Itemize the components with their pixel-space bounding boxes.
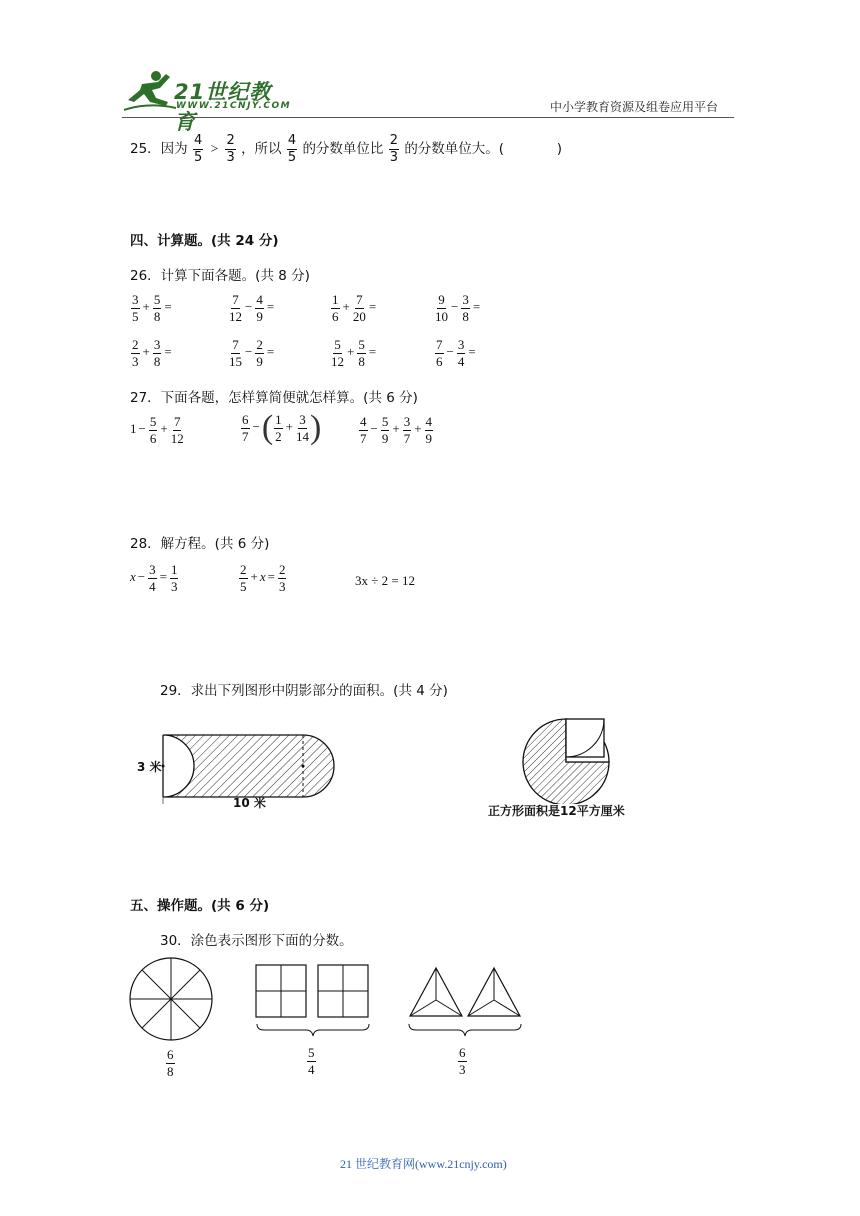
- fig2-caption: 正方形面积是12平方厘米: [488, 804, 625, 818]
- q25-text: 的分数单位比: [302, 141, 384, 158]
- header-rule: [122, 117, 734, 118]
- q25-close-paren: ): [556, 141, 562, 158]
- question-27-title: 27．下面各题，怎样算简便就怎样算。(共 6 分): [130, 390, 418, 406]
- section-4-title: 四、计算题。(共 24 分): [130, 233, 279, 249]
- q26-exercise: $\frac{7}{15}$ − $\frac{2}{9}$ =: [229, 337, 275, 369]
- q26-exercise: $\frac{3}{5}$ + $\frac{5}{8}$ =: [132, 292, 172, 324]
- q28-equation-3: 3x ÷ 2 = 12: [355, 573, 415, 588]
- q26-exercise: $\frac{1}{6}$ + $\frac{7}{20}$ =: [332, 292, 377, 324]
- fraction: $\frac{2}{3}$: [226, 133, 235, 165]
- platform-name: 中小学教育资源及组卷应用平台: [550, 100, 719, 114]
- runner-logo-icon: [122, 68, 178, 114]
- logo-text: 21世纪教育: [174, 80, 272, 134]
- fig1-width-label: 10 米: [233, 796, 266, 810]
- q30-circle-eighths[interactable]: [128, 956, 214, 1042]
- q30-triangles-thirds[interactable]: [404, 962, 528, 1042]
- q29-figure-2: [518, 714, 618, 804]
- section-5-title: 五、操作题。(共 6 分): [130, 898, 270, 914]
- q30-fraction-3: $\frac{6}{3}$: [459, 1045, 466, 1077]
- q26-exercise: $\frac{5}{12}$ + $\frac{5}{8}$ =: [331, 337, 377, 369]
- q26-exercise: $\frac{2}{3}$ + $\frac{3}{8}$ =: [132, 337, 172, 369]
- greater-than-sign: >: [210, 141, 219, 157]
- q25-lead-text: 25．因为: [130, 141, 188, 158]
- q28-equation-2: $\frac{2}{5}$ + x = $\frac{2}{3}$: [240, 562, 286, 594]
- fig1-height-label: 3 米: [137, 760, 162, 774]
- q30-fraction-2: $\frac{5}{4}$: [308, 1045, 315, 1077]
- question-25: [130, 134, 562, 164]
- fraction: $\frac{4}{5}$: [287, 133, 297, 165]
- question-26-title: 26．计算下面各题。(共 8 分): [130, 268, 310, 284]
- q26-exercise: $\frac{7}{12}$ − $\frac{4}{9}$ =: [229, 292, 275, 324]
- q25-text: ，所以: [241, 141, 282, 158]
- q27-expression-3: $\frac{4}{7}$ − $\frac{5}{9}$ + $\frac{3}{7}$ + $\frac{4}{9}$: [360, 414, 433, 446]
- question-28-title: 28．解方程。(共 6 分): [130, 536, 270, 552]
- q29-figure-1: [128, 726, 348, 826]
- footer-link[interactable]: 21 世纪教育网(www.21cnjy.com): [340, 1157, 507, 1171]
- q27-expression-1: 1 − $\frac{5}{6}$ + $\frac{7}{12}$: [130, 414, 184, 446]
- q28-equation-1: x − $\frac{3}{4}$ = $\frac{1}{3}$: [130, 562, 178, 594]
- logo-url: WWW.21CNJY.COM: [176, 101, 292, 111]
- question-30-title: 30．涂色表示图形下面的分数。: [160, 933, 353, 949]
- q27-expression-2: $\frac{6}{7}$ −( $\frac{1}{2}$ + $\frac{3}{14}$ ): [242, 409, 322, 446]
- q30-squares-quarters[interactable]: [254, 962, 374, 1042]
- q30-fraction-1: $\frac{6}{8}$: [167, 1047, 174, 1079]
- site-logo: [122, 68, 292, 134]
- question-29-title: 29．求出下列图形中阴影部分的面积。(共 4 分): [160, 683, 448, 699]
- q26-exercise: $\frac{7}{6}$ − $\frac{3}{4}$ =: [436, 337, 476, 369]
- fraction: $\frac{4}{5}$: [193, 133, 203, 165]
- q25-text: 的分数单位大。(: [404, 141, 505, 158]
- q26-exercise: $\frac{9}{10}$ − $\frac{3}{8}$ =: [435, 292, 481, 324]
- fraction: $\frac{2}{3}$: [389, 133, 399, 165]
